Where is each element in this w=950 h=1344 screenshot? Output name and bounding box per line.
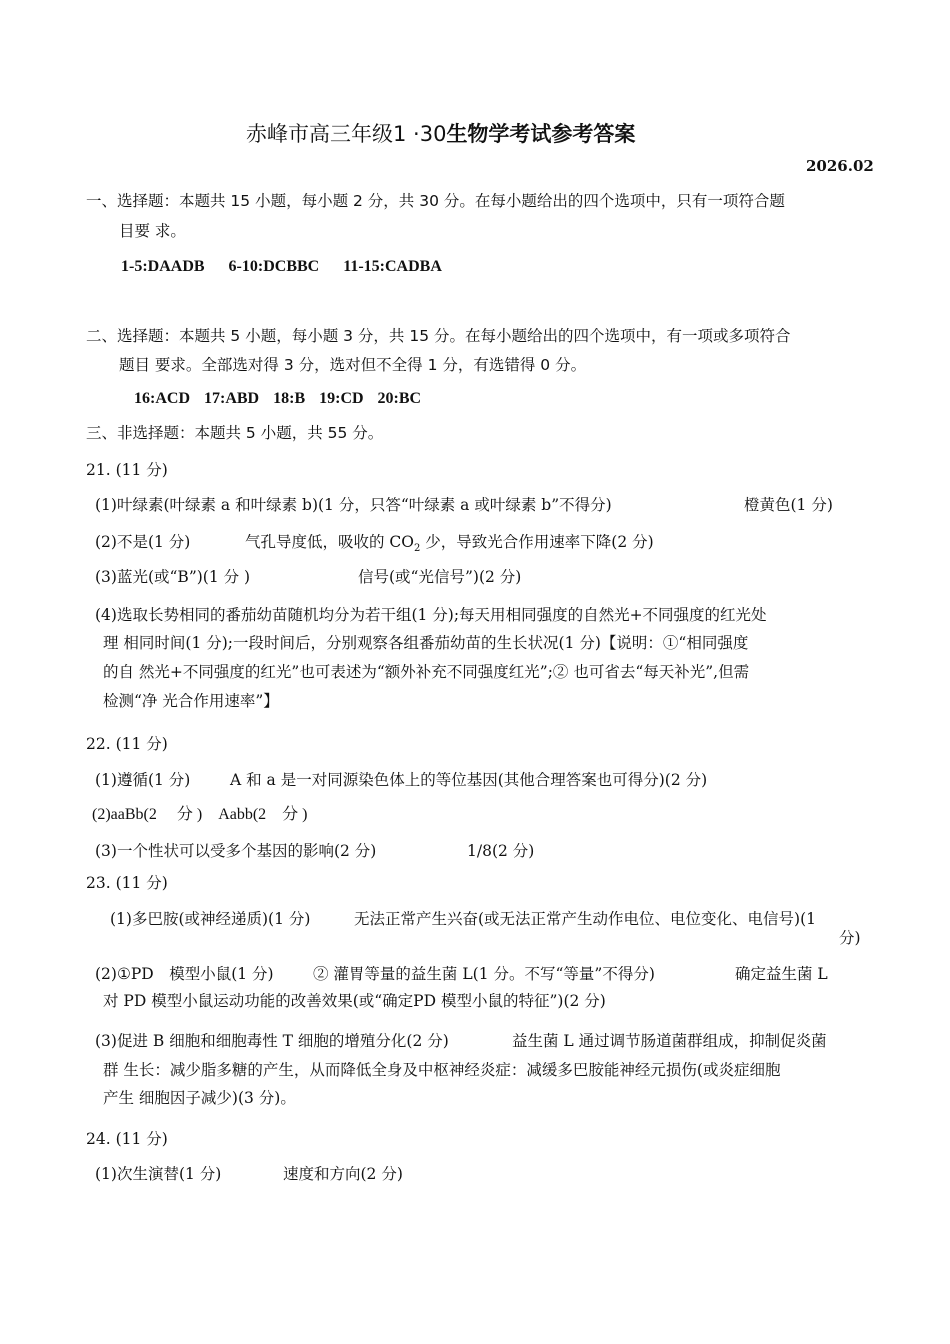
section1-answers [121, 258, 466, 276]
q23-answer-1c: 分) [839, 929, 861, 947]
question-23-header: 23. (11 分) [86, 874, 168, 892]
q23-answer-2-line1: (2)①PD 模型小鼠(1 分) [95, 965, 274, 983]
question-22-header: 22. (11 分) [86, 735, 168, 753]
answer-group: 6-10:DCBBC [228, 258, 320, 275]
title-suffix: 生物学考试参考答案 [446, 122, 636, 146]
q22-answer-3b: 1/8(2 分) [467, 842, 535, 860]
q21-answer-4-line4: 检测“净 光合作用速率”】 [103, 692, 279, 710]
q21-answer-2b: 气孔导度低，吸收的 $CO_2$ 少，导致光合作用速率下降(2 分) [245, 533, 654, 555]
q21-answer-1: (1)叶绿素(叶绿素 a 和叶绿素 b)(1 分，只答“叶绿素 a 或叶绿素 b”不得分) [95, 496, 612, 514]
answer-group: 20:BC [377, 390, 422, 407]
answer-group: 11-15:CADBA [343, 258, 442, 275]
answer-group: 19:CD [319, 390, 364, 407]
section2-answers [134, 390, 435, 408]
section3-heading: 三、非选择题：本题共 5 小题，共 55 分。 [86, 424, 384, 442]
q23-answer-2-line1c: 确定益生菌 L [735, 965, 828, 983]
question-24-header: 24. (11 分) [86, 1130, 168, 1148]
answer-group: 16:ACD [134, 390, 190, 407]
q22-answer-1b: A 和 a 是一对同源染色体上的等位基因(其他合理答案也可得分)(2 分) [230, 771, 708, 789]
q22-answer-3: (3)一个性状可以受多个基因的影响(2 分) [95, 842, 377, 860]
q24-answer-1: (1)次生演替(1 分) [95, 1165, 222, 1183]
q21-answer-4-line3: 的自 然光+不同强度的红光”也可表述为“额外补充不同强度红光”;② 也可省去“每天补光”,但需 [103, 663, 750, 681]
q21-answer-3: (3)蓝光(或“B”)(1 分 ) [95, 568, 251, 586]
section2-heading-line2: 题目 要求。全部选对得 3 分，选对但不全得 1 分，有选错得 0 分。 [119, 356, 587, 374]
q24-answer-1b: 速度和方向(2 分) [283, 1165, 403, 1183]
answer-group: 18:B [273, 390, 306, 407]
section2-heading-line1: 二、选择题：本题共 5 小题，每小题 3 分，共 15 分。在每小题给出的四个选项中，有一项或多项符合 [86, 327, 791, 345]
q21-answer-1b: 橙黄色(1 分) [744, 496, 833, 514]
q23-answer-3-line1b: 益生菌 L 通过调节肠道菌群组成，抑制促炎菌 [512, 1032, 827, 1050]
title-prefix: 赤峰市高三年级1 ·30 [246, 122, 447, 146]
q23-answer-1: (1)多巴胺(或神经递质)(1 分) [110, 910, 311, 928]
q21-answer-4-line1: (4)选取长势相同的番茄幼苗随机均分为若干组(1 分);每天用相同强度的自然光+不同强度的红光处 [95, 606, 767, 624]
q23-answer-2-line1b: ② 灌胃等量的益生菌 L(1 分。不写“等量”不得分) [313, 965, 655, 983]
q21-answer-2: (2)不是(1 分) [95, 533, 191, 551]
answer-group: 17:ABD [204, 390, 260, 407]
q21-answer-4-line2: 理 相同时间(1 分);一段时间后，分别观察各组番茄幼苗的生长状况(1 分)【说明：①“相同强度 [103, 634, 749, 652]
q23-answer-3-line2: 群 生长：减少脂多糖的产生，从而降低全身及中枢神经炎症：减缓多巴胺能神经元损伤(或炎症细胞 [103, 1061, 781, 1079]
question-21-header: 21. (11 分) [86, 461, 168, 479]
page-title [246, 118, 635, 148]
q22-answer-2: (2)aaBb(2 分 ) Aabb(2 分 ) [92, 806, 308, 823]
q23-answer-1b: 无法正常产生兴奋(或无法正常产生动作电位、电位变化、电信号)(1 [354, 910, 817, 928]
q23-answer-3-line1: (3)促进 B 细胞和细胞毒性 T 细胞的增殖分化(2 分) [95, 1032, 449, 1050]
section1-heading-line2: 目要 求。 [119, 222, 186, 240]
section1-heading-line1: 一、选择题：本题共 15 小题，每小题 2 分，共 30 分。在每小题给出的四个选项中，只有一项符合题 [86, 192, 785, 210]
q22-answer-1: (1)遵循(1 分) [95, 771, 191, 789]
q23-answer-3-line3: 产生 细胞因子减少)(3 分)。 [103, 1089, 296, 1107]
answer-group: 1-5:DAADB [121, 258, 205, 275]
q23-answer-2-line2: 对 PD 模型小鼠运动功能的改善效果(或“确定PD 模型小鼠的特征”)(2 分) [103, 992, 606, 1010]
document-date: 2026.02 [806, 157, 874, 175]
q21-answer-3b: 信号(或“光信号”)(2 分) [358, 568, 522, 586]
